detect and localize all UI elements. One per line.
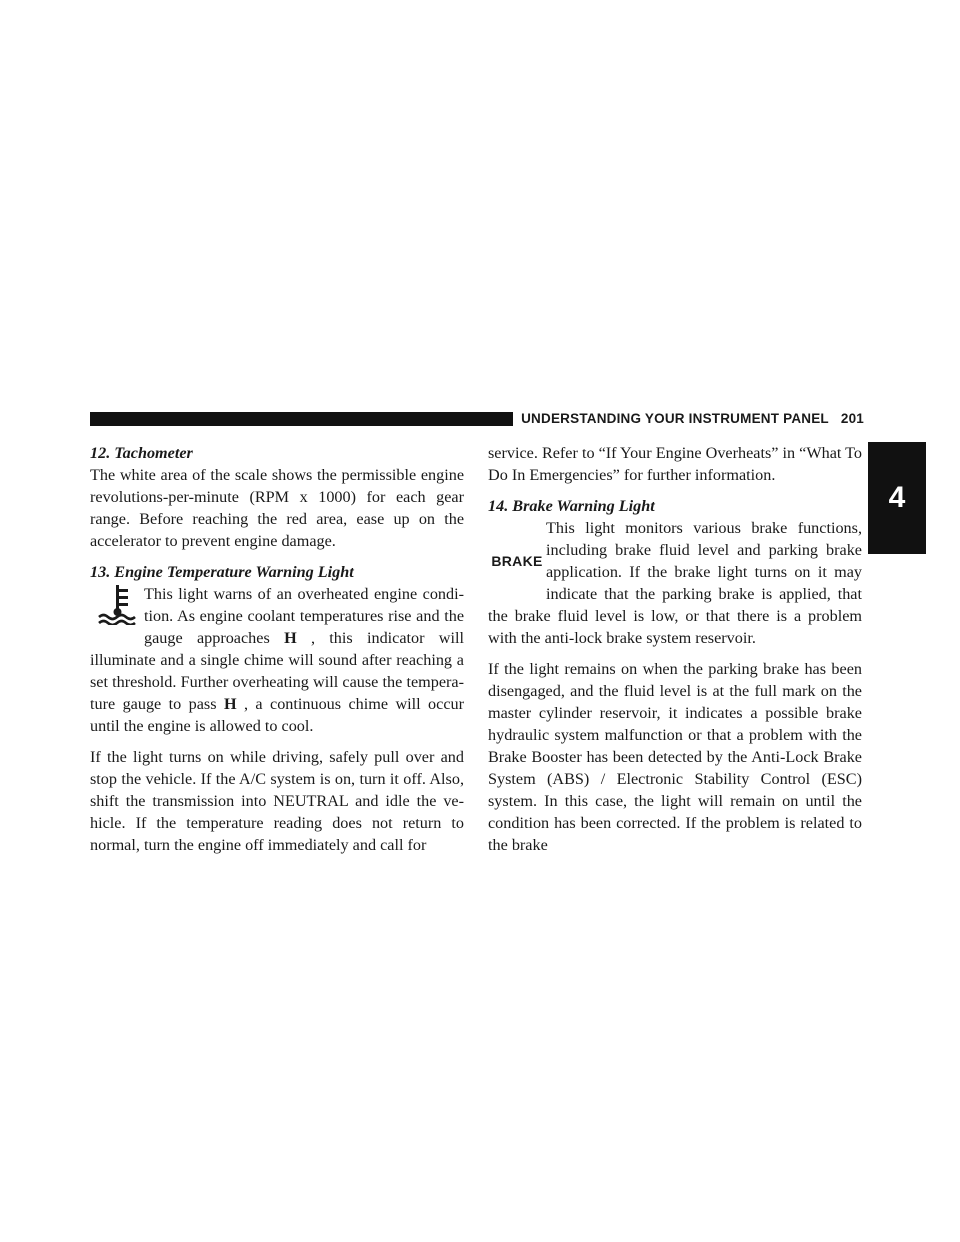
right-column (488, 442, 862, 865)
brake-warning-icon (488, 517, 546, 605)
brake-text: This light monitors various brake functions, including brake fluid level and parking brake application. If the brake light turns on it may indicate that the parking brake is applied, that the brake fluid level is low, or that there is a problem with the anti-lock brake system reservoir. (488, 519, 862, 647)
section-heading-tachometer: 12. Tachometer (90, 444, 193, 462)
tachometer-paragraph: The white area of the scale shows the permissible engine revolutions-per-minute (RPM x 1000) for each gear range. Before reaching the red area, ease up on the accelerator to prevent engine damage. (90, 466, 464, 550)
brake-paragraph-2: If the light remains on when the parking brake has been disengaged, and the fluid level is at the full mark on the master cylinder reservoir, it indicates a possible brake hydraulic system malfunction or that a problem with the Brake Booster has been detected by the Anti-Lock Brake System (ABS) / Electronic Stability Control (ESC) system. In this case, the light will remain on until the condition has been corrected. If the problem is related to the brake (488, 660, 862, 854)
left-column (90, 442, 464, 865)
engine-temp-paragraph-2: If the light turns on while driving, safely pull over and stop the vehicle. If the A/C system is on, turn it off. Also, shift the transmission into NEUTRAL and idle the ve-hicle. If the temperature reading does not return to normal, turn the engine off immediately and call for (90, 748, 464, 854)
engine-temp-text-a: This light warns of an overheated engine condi-tion. As engine coolant temperatures rise and the gauge approaches (144, 585, 464, 647)
hot-mark: H (223, 695, 237, 713)
engine-temp-paragraph (90, 583, 464, 737)
continued-paragraph: service. Refer to “If Your Engine Overheats” in “What To Do In Emergencies” for further information. (488, 444, 862, 484)
page-number: 201 (840, 411, 864, 426)
chapter-number: 4 (888, 481, 906, 514)
chapter-tab (868, 442, 926, 554)
hot-mark: H (284, 629, 297, 647)
brake-paragraph (488, 517, 862, 649)
section-heading-brake: 14. Brake Warning Light (488, 497, 655, 515)
running-header (513, 410, 864, 428)
engine-temp-text-b: , this indicator will illuminate and a single chime will sound after reaching a set threshold. Further overheating will cause the tempera-ture gauge to pass (90, 629, 464, 713)
brake-icon-label: BRAKE (491, 553, 543, 569)
section-title: UNDERSTANDING YOUR INSTRUMENT PANEL (521, 411, 829, 426)
coolant-temperature-icon (90, 583, 144, 649)
section-heading-engine-temp: 13. Engine Temperature Warning Light (90, 563, 354, 581)
engine-temp-text-c: , a continuous chime will occur until the engine is allowed to cool. (90, 695, 464, 735)
